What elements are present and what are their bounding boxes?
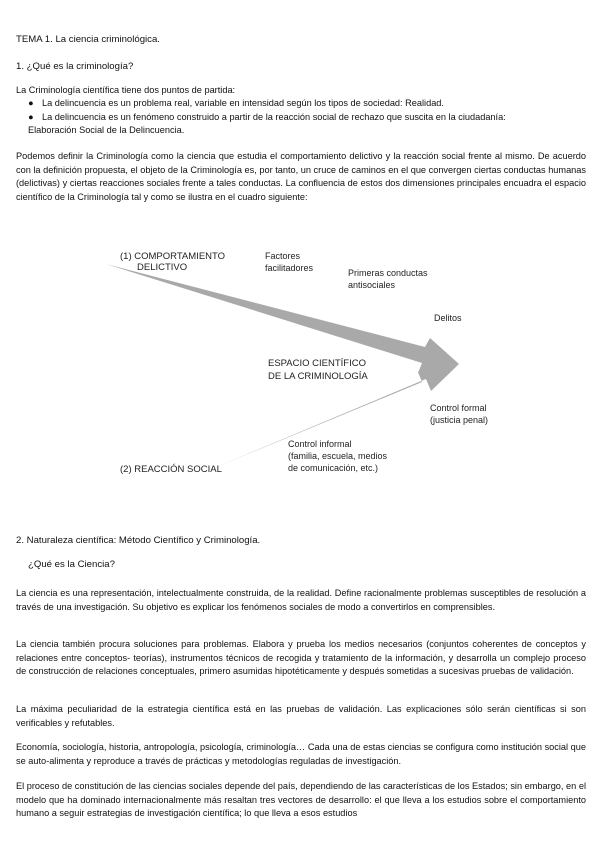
arrow-comportamiento [106, 264, 459, 373]
label-control-formal: Control formal [430, 403, 487, 413]
bullet-text: La delincuencia es un fenómeno construido a partir de la reacción social de rechazo que suscita en la ciudadanía: [42, 112, 506, 122]
intro-text: La Criminología científica tiene dos puntos de partida: [16, 85, 236, 95]
label-espacio-cientifico: ESPACIO CIENTÍFICO [268, 358, 367, 369]
label-criminologia: DE LA CRIMINOLOGÍA [268, 371, 368, 382]
bullet-icon: ● [28, 98, 34, 108]
label-facilitadores: facilitadores [265, 263, 314, 273]
section-2-heading: 2. Naturaleza científica: Método Científico y Criminología. [16, 535, 261, 546]
label-comportamiento: (1) COMPORTAMIENTO [120, 251, 226, 262]
bullet-text: La delincuencia es un problema real, variable en intensidad según los tipos de sociedad: Realidad. [42, 98, 444, 108]
label-reaccion-social: (2) REACCIÓN SOCIAL [120, 464, 222, 475]
bullet-item [28, 97, 588, 111]
paragraph-ciencia-4: Economía, sociología, historia, antropología, psicología, criminología… Cada una de estas ciencias se configura como institución social que se auto-alimenta y reproduce a través de prácticas y metodologías reguladas de investigación. [16, 742, 586, 766]
label-primeras-conductas: Primeras conductas [348, 268, 428, 278]
paragraph-ciencia-1: La ciencia es una representación, intelectualmente construida, de la realidad. Define racionalmente problemas susceptibles de resolución a través de una investigación. Su objetivo es explicar los fenómenos sociales de modo a convertirlos en comprensibles. [16, 588, 586, 612]
section-2-subheading: ¿Qué es la Ciencia? [28, 559, 115, 570]
paragraph-ciencia-3: La máxima peculiaridad de la estrategia científica está en las pruebas de validación. Las explicaciones sólo serán científicas si son verificables y refutables. [16, 704, 586, 728]
bullet-item [28, 111, 586, 125]
label-delictivo: DELICTIVO [137, 262, 188, 273]
label-delitos: Delitos [434, 313, 462, 323]
paragraph-ciencia-5: El proceso de constitución de las ciencias sociales depende del país, dependiendo de las características de los Estados; sin embargo, en el modelo que ha dominado internacionalmente más resaltan tres vectores de desarrollo: el que lleva a los estudios sobre el comportamiento humano a seguir estrategias de investigación científica; lo que lleva a esos estudios [16, 781, 586, 819]
label-justicia-penal: (justicia penal) [430, 415, 489, 425]
label-control-informal: Control informal [288, 439, 352, 449]
paragraph-definition: Podemos definir la Criminología como la ciencia que estudia el comportamiento delictivo y la reacción social frente al mismo. De acuerdo con la definición propuesta, el objeto de la Criminología es, por tanto, un cruce de caminos en el que convergen ciertas conductas humanas (delictivas) y ciertas reacciones sociales frente a tales conductas. La confluencia de estos dos dimensiones principales encuadra el espacio científico de la Criminología tal y como se ilustra en el cuadro siguiente: [16, 151, 586, 202]
bullet-icon: ● [28, 112, 34, 122]
label-antisociales: antisociales [348, 280, 396, 290]
label-familia-escuela: (familia, escuela, medios [288, 451, 388, 461]
paragraph-ciencia-2: La ciencia también procura soluciones para problemas. Elabora y prueba los medios necesarios (conjuntos coherentes de conceptos y relaciones entre conceptos- teorías), instrumentos técnicos de recogida y tratamiento de la información, y desarrolla un complejo proceso de construcción de relaciones conceptuales, primero asumidas hipotéticamente y después sometidas a sucesivas pruebas de validación. [16, 639, 586, 677]
bullet-continuation: Elaboración Social de la Delincuencia. [28, 125, 185, 135]
section-1-heading: 1. ¿Qué es la criminología? [16, 61, 134, 72]
criminology-diagram [16, 234, 588, 486]
label-comunicacion: de comunicación, etc.) [288, 463, 379, 473]
document-title: TEMA 1. La ciencia criminológica. [16, 34, 160, 45]
label-factores: Factores [265, 251, 301, 261]
